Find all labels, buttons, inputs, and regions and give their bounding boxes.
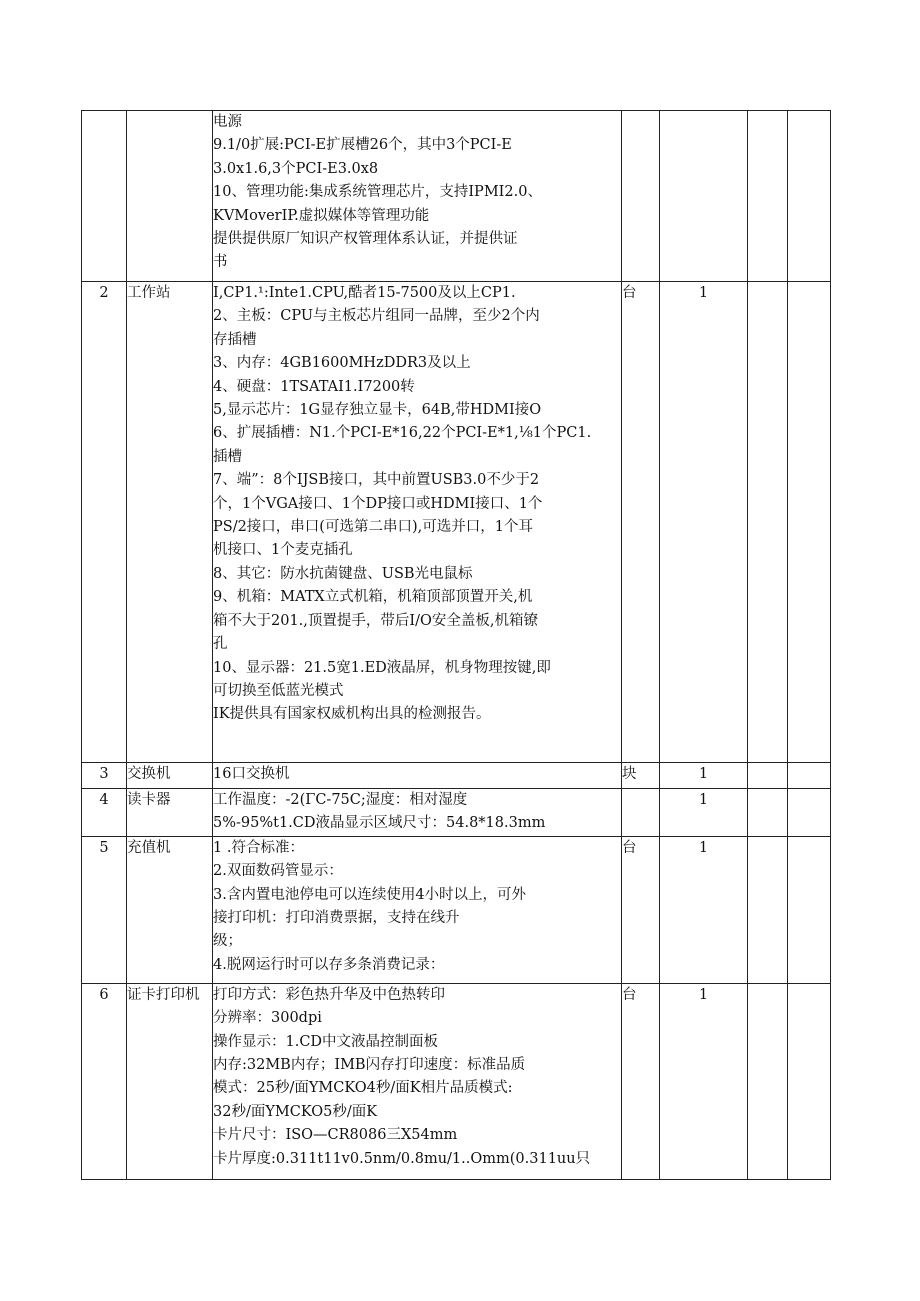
unit-cell: 台 <box>622 836 660 983</box>
qty-cell: 1 <box>660 763 748 789</box>
extra-cell <box>788 789 831 837</box>
spec-line: 孔 <box>213 636 228 653</box>
spec-line: 4、硬盘：1TSATAI1.I7200转 <box>213 378 415 395</box>
spec-line: 7、端”：8个IJSB接口，其中前置USB3.0不少于2 <box>213 472 540 489</box>
spec-line: 5,显示芯片：1G显存独立显卡，64B,带HDMI接O <box>213 402 542 419</box>
spec-line: 操作显示：1.CD中文液晶控制面板 <box>213 1033 439 1050</box>
extra-cell <box>748 111 788 282</box>
spec-line: 16口交换机 <box>213 766 290 782</box>
extra-cell <box>748 282 788 763</box>
table-row <box>82 789 831 837</box>
extra-cell <box>748 983 788 1179</box>
table-row <box>82 836 831 983</box>
spec-line: 模式：25秒/面YMCKO4秒/面K相片品质模式: <box>213 1080 513 1097</box>
spec-line: 卡片尺寸：ISO—CR8086三X54mm <box>213 1127 458 1144</box>
item-name: 工作站 <box>127 282 213 763</box>
row-number: 4 <box>82 789 127 837</box>
row-number: 6 <box>82 983 127 1179</box>
extra-cell <box>788 282 831 763</box>
spec-cell <box>213 111 622 282</box>
qty-cell: 1 <box>660 789 748 837</box>
spec-cell <box>213 789 622 837</box>
extra-cell <box>788 763 831 789</box>
row-number: 3 <box>82 763 127 789</box>
spec-line: 10、显示器：21.5宽1.ED液晶屏，机身物理按键,即 <box>213 659 551 676</box>
spec-line: 8、其它：防水抗菌键盘、USB光电鼠标 <box>213 565 473 582</box>
qty-cell: 1 <box>660 983 748 1179</box>
spec-line: 打印方式：彩色热升华及中色热转印 <box>213 986 445 1003</box>
spec-line: 工作温度：-2(ΓC-75C;湿度：相对湿度 <box>213 792 468 808</box>
qty-cell: 1 <box>660 836 748 983</box>
spec-line: 3.0x1.6,3个PCI-E3.0x8 <box>213 160 379 177</box>
spec-line: KVMoverIP.虚拟媒体等管理功能 <box>213 207 430 224</box>
spec-line: 分辨率：300dpi <box>213 1010 322 1027</box>
table-row <box>82 282 831 763</box>
spec-line: 6、扩展插槽：N1.个PCI-E*16,22个PCI-E*1,⅛1个PC1. <box>213 425 592 442</box>
unit-cell: 块 <box>622 763 660 789</box>
unit-cell <box>622 111 660 282</box>
spec-line: 级； <box>213 933 242 950</box>
spec-line: PS/2接口，串口(可选第二串口),可选并口，1个耳 <box>213 519 533 536</box>
row-number: 5 <box>82 836 127 983</box>
spec-line: 可切换至低蓝光模式 <box>213 682 344 699</box>
extra-cell <box>788 983 831 1179</box>
item-name: 充值机 <box>127 836 213 983</box>
spec-cell <box>213 836 622 983</box>
table-body <box>82 111 831 1180</box>
spec-line: I,CP1.¹:Inte1.CPU,酷者15-7500及以上CP1. <box>213 285 516 301</box>
equipment-spec-table <box>81 110 831 1180</box>
spec-line: 接打印机：打印消费票据，支持在线升 <box>213 910 460 927</box>
extra-cell <box>748 836 788 983</box>
table-row <box>82 763 831 789</box>
unit-cell: 台 <box>622 282 660 763</box>
table-row <box>82 983 831 1179</box>
extra-cell <box>788 111 831 282</box>
extra-cell <box>748 763 788 789</box>
spec-line: 存插槽 <box>213 331 257 348</box>
qty-cell: 1 <box>660 282 748 763</box>
spec-line: 机接口、1个麦克插孔 <box>213 542 353 559</box>
item-name: 交换机 <box>127 763 213 789</box>
row-number <box>82 111 127 282</box>
unit-cell: 台 <box>622 983 660 1179</box>
extra-cell <box>748 789 788 837</box>
spec-line: 32秒/面YMCKO5秒/面K <box>213 1103 378 1120</box>
unit-cell <box>622 789 660 837</box>
spec-line: 书 <box>213 254 228 271</box>
item-name <box>127 111 213 282</box>
spec-cell <box>213 282 622 763</box>
extra-cell <box>788 836 831 983</box>
row-number: 2 <box>82 282 127 763</box>
spec-line: 1 .符合标准： <box>213 839 304 856</box>
spec-line: 个，1个VGA接口、1个DP接口或HDMI接口、1个 <box>213 495 543 512</box>
spec-line: 2、主板：CPU与主板芯片组同一品牌，至少2个内 <box>213 308 540 325</box>
spec-cell <box>213 983 622 1179</box>
spec-line: 10、管理功能:集成系统管理芯片，支持IPMI2.0、 <box>213 184 542 201</box>
spec-cell <box>213 763 622 789</box>
table-row <box>82 111 831 282</box>
item-name: 证卡打印机 <box>127 983 213 1179</box>
spec-line: 电源 <box>213 114 242 130</box>
spec-line: 2.双面数码管显示： <box>213 863 343 880</box>
spec-line: 5%-95%t1.CD液晶显示区域尺寸：54.8*18.3mm <box>213 815 546 832</box>
spec-line: 插槽 <box>213 448 242 465</box>
spec-line: 箱不大于201.,顶置提手，带后I/O安全盖板,机箱镣 <box>213 612 539 629</box>
spec-line: IK提供具有国家权威机构出具的检测报告。 <box>213 706 491 723</box>
spec-line: 内存:32MB内存；IMB闪存打印速度：标准品质 <box>213 1057 526 1074</box>
spec-line: 9.1/0扩展:PCI-E扩展槽26个，其中3个PCI-E <box>213 137 512 154</box>
spec-line: 提供提供原厂知识产权管理体系认证，并提供证 <box>213 231 518 248</box>
spec-line: 3.含内置电池停电可以连续使用4小时以上，可外 <box>213 886 527 903</box>
item-name: 读卡器 <box>127 789 213 837</box>
spec-line: 卡片厚度:0.311t11v0.5nm/0.8mu/1..Omm(0.311uu只 <box>213 1150 591 1167</box>
qty-cell <box>660 111 748 282</box>
spec-line: 9、机箱：MATX立式机箱，机箱顶部顶置开关,机 <box>213 589 533 606</box>
spec-line: 3、内存：4GB1600MHzDDR3及以上 <box>213 355 471 372</box>
spec-line: 4.脱网运行时可以存多条消费记录： <box>213 956 445 973</box>
